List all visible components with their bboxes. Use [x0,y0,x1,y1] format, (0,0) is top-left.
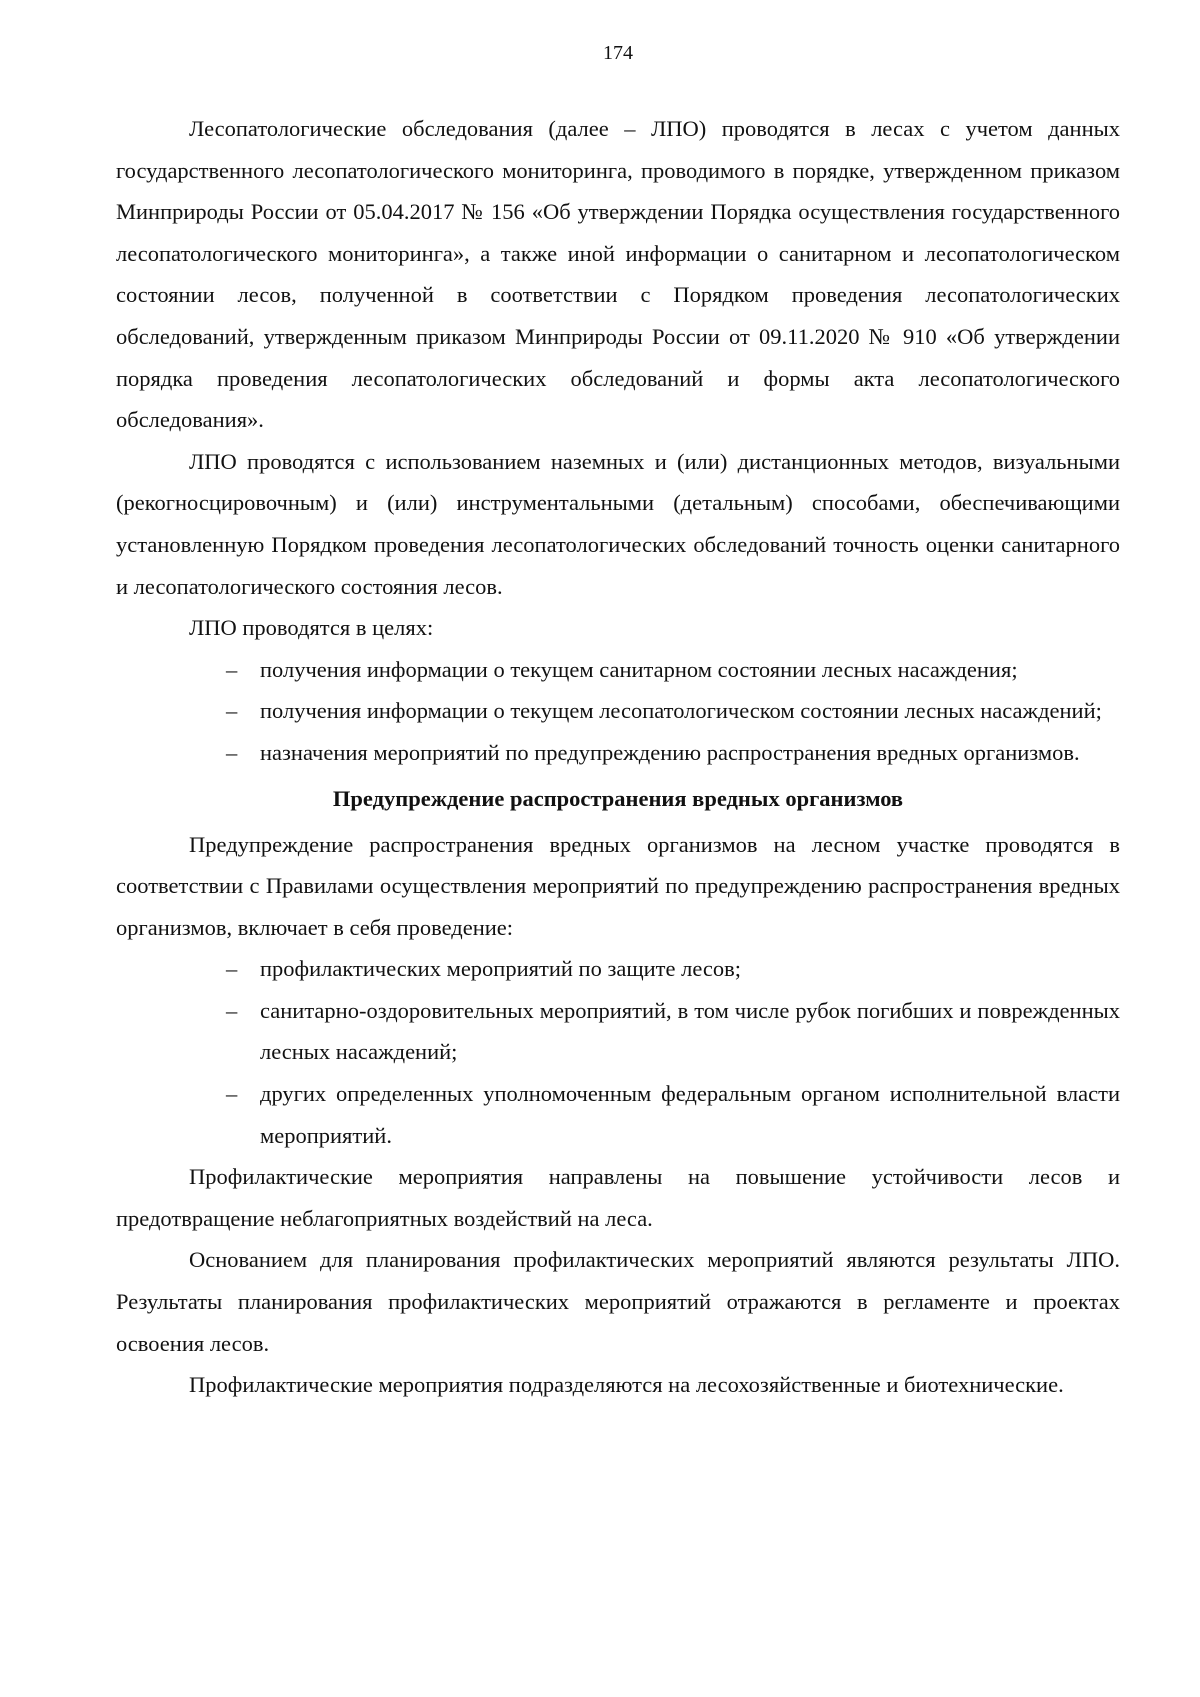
paragraph-lpo-definition: Лесопатологические обследования (далее – ЛПО) проводятся в лесах с учетом данных государственного лесопатологического мониторинга, проводимого в порядке, утвержденном приказом Минприроды России от 05.04.2017 № 156 «Об утверждении Порядка осуществления государственного лесопатологического мониторинга», а также иной информации о санитарном и лесопатологическом состоянии лесов, полученной в соответствии с Порядком проведения лесопатологических обследований, утвержденным приказом Минприроды России от 09.11.2020 № 910 «Об утверждении порядка проведения лесопатологических обследований и формы акта лесопатологического обследования». [116,116,1120,433]
paragraph-preventive-types: Профилактические мероприятия подразделяются на лесохозяйственные и биотехнические. [189,1372,1064,1398]
paragraph-preventive-purpose: Профилактические мероприятия направлены на повышение устойчивости лесов и предотвращение неблагоприятных воздействий на леса. [116,1164,1120,1231]
list-item: – получения информации о текущем лесопатологическом состоянии лесных насаждений; [260,690,1120,732]
paragraph-lpo-methods: ЛПО проводятся с использованием наземных и (или) дистанционных методов, визуальными (рекогносцировочным) и (или) инструментальными (детальным) способами, обеспечивающими установленную Порядком проведения лесопатологических обследований точность оценки санитарного и лесопатологического состояния лесов. [116,448,1120,599]
paragraph-lpo-goals-intro: ЛПО проводятся в целях: [189,615,434,641]
lpo-goals-list [116,649,1120,774]
page-number: 174 [603,42,633,64]
document-page [116,38,1120,1406]
paragraph-prevention-intro: Предупреждение распространения вредных организмов на лесном участке проводятся в соответствии с Правилами осуществления мероприятий по предупреждению распространения вредных организмов, включает в себя проведение: [116,831,1120,940]
list-item: – назначения мероприятий по предупреждению распространения вредных организмов. [260,732,1120,774]
prevention-measures-list [116,948,1120,1156]
section-heading: Предупреждение распространения вредных организмов [332,785,904,811]
list-item: – санитарно-оздоровительных мероприятий, в том числе рубок погибших и поврежденных лесных насаждений; [260,990,1120,1073]
paragraph-planning-basis: Основанием для планирования профилактических мероприятий являются результаты ЛПО. Результаты планирования профилактических мероприятий отражаются в регламенте и проектах освоения лесов. [116,1247,1120,1356]
list-item: – профилактических мероприятий по защите лесов; [260,948,1120,990]
list-item: – других определенных уполномоченным федеральным органом исполнительной власти мероприятий. [260,1073,1120,1156]
list-item: – получения информации о текущем санитарном состоянии лесных насаждения; [260,649,1120,691]
